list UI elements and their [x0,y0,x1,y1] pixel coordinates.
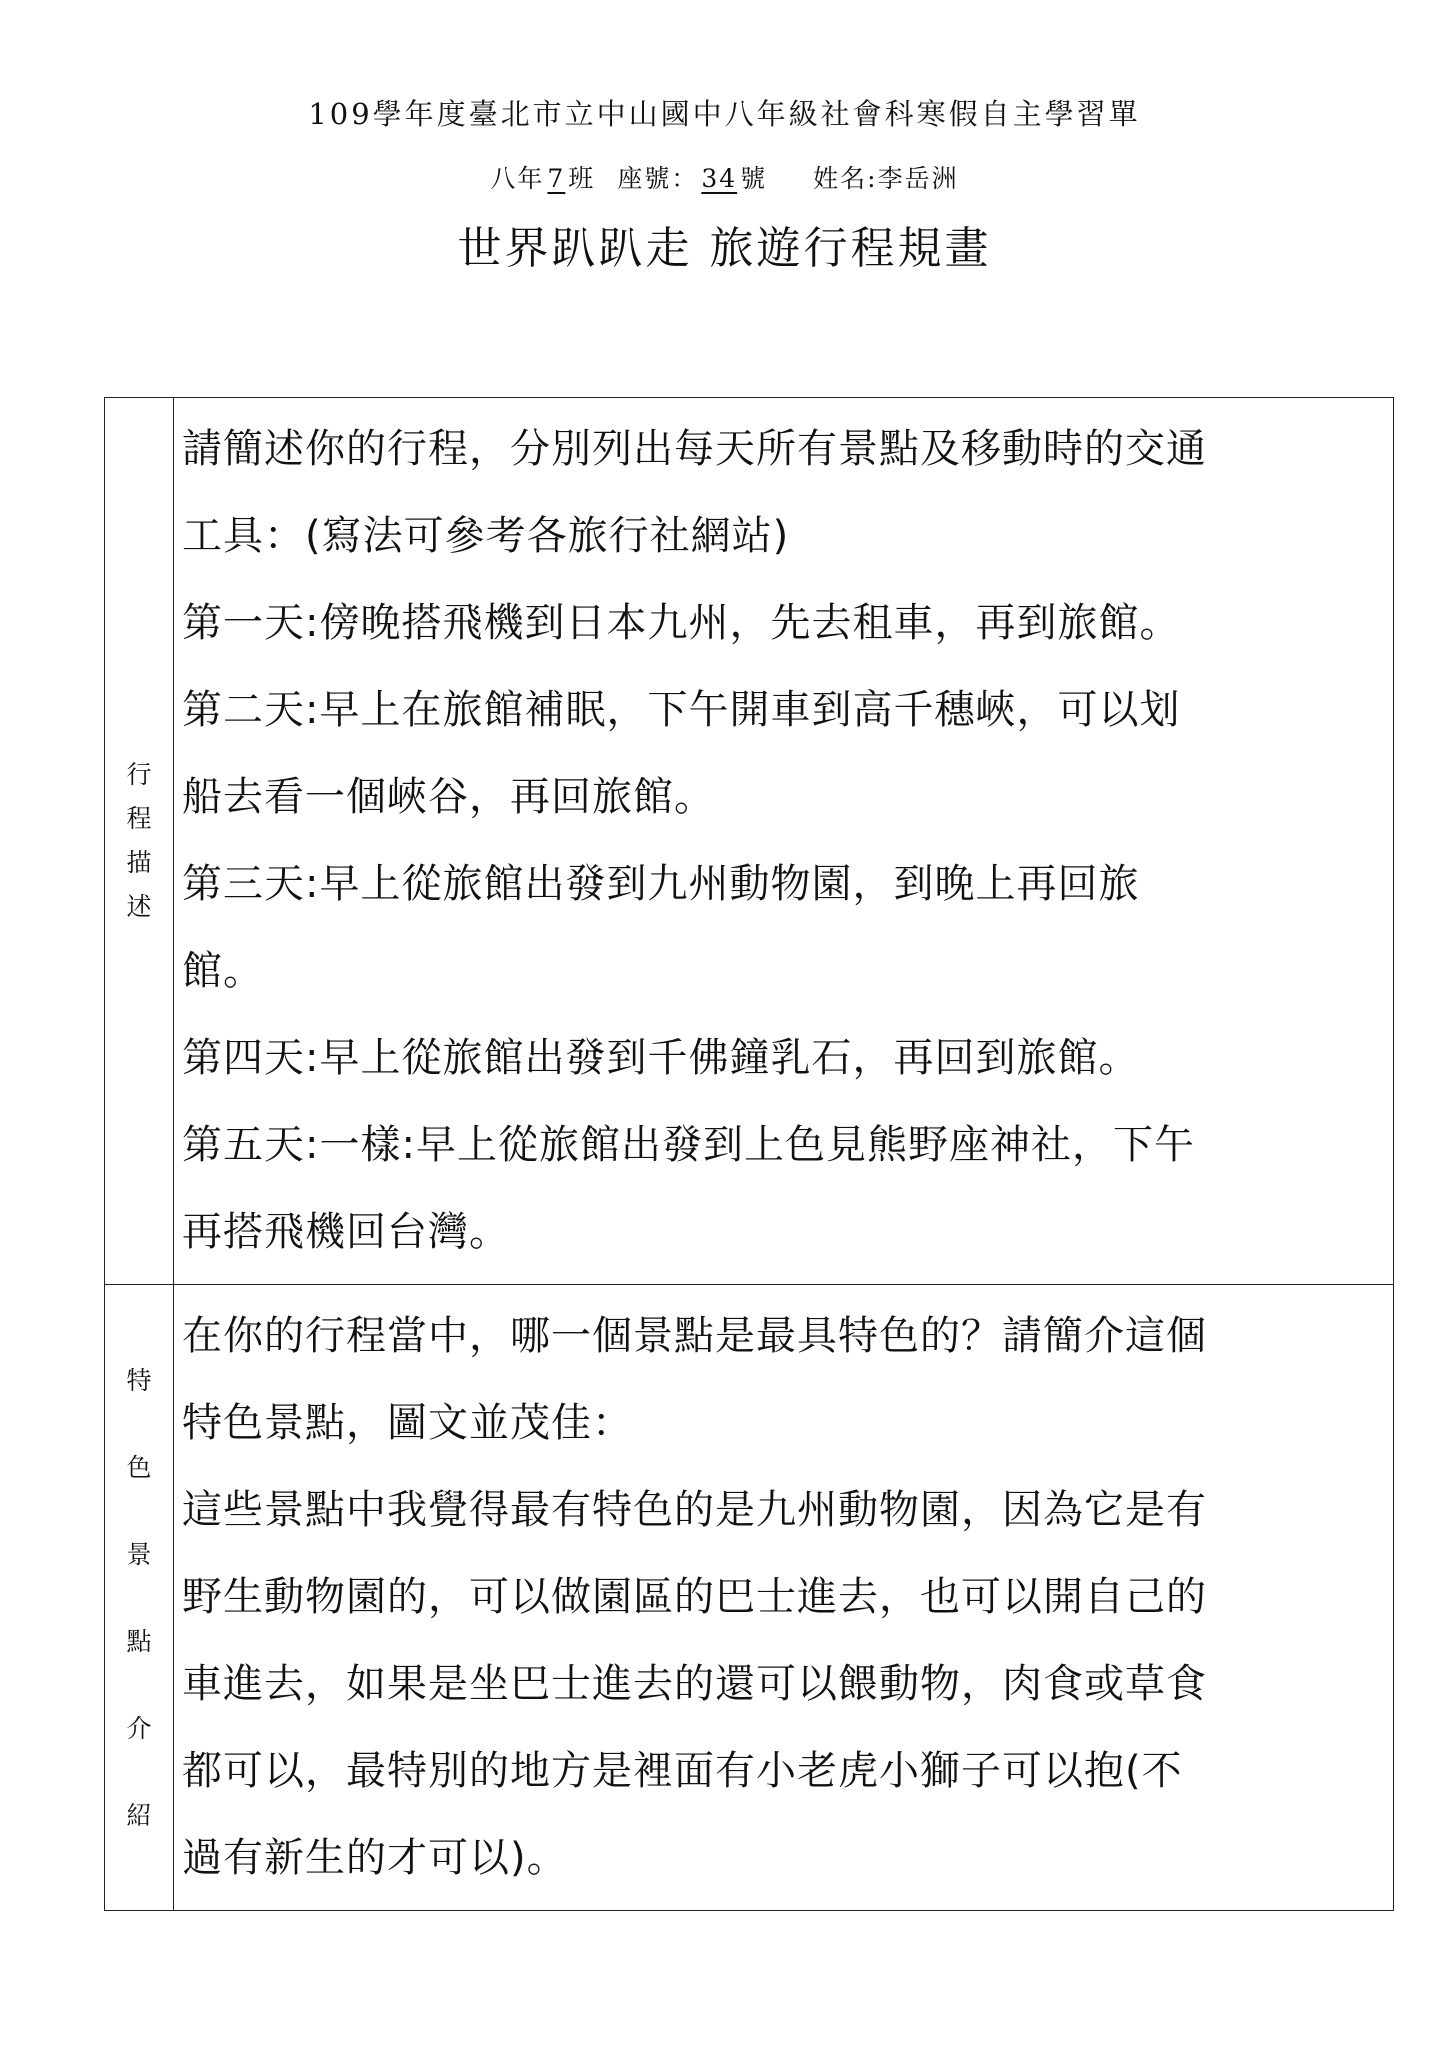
itinerary-label-cell [105,398,174,1285]
school-header-line: 109學年度臺北市立中山國中八年級社會科寒假自主學習單 [308,97,1141,131]
content-line: 船去看一個峽谷，再回旅館。 [182,774,715,820]
content-line: 第五天:一樣:早上從旅館出發到上色見熊野座神社，下午 [182,1122,1195,1168]
content-line: 第三天:早上從旅館出發到九州動物園，到晚上再回旅 [182,861,1140,907]
seat-number: 34 [701,164,738,193]
student-info-line [0,159,1449,195]
itinerary-row [105,398,1394,1285]
seat-suffix: 號 [740,164,768,193]
content-line: 第二天:早上在旅館補眠，下午開車到高千穗峽，可以划 [182,687,1181,733]
content-line: 都可以，最特別的地方是裡面有小老虎小獅子可以抱(不 [182,1748,1183,1794]
content-line: 在你的行程當中，哪一個景點是最具特色的？請簡介這個 [182,1313,1207,1359]
content-line: 第四天:早上從旅館出發到千佛鐘乳石，再回到旅館。 [182,1035,1140,1081]
content-line: 請簡述你的行程，分別列出每天所有景點及移動時的交通 [182,426,1207,472]
feature-label-cell [105,1285,174,1911]
seat-label: 座號： [617,164,699,193]
feature-label: 特色景點介紹 [126,1365,152,1830]
content-line: 野生動物園的，可以做園區的巴士進去，也可以開自己的 [182,1574,1207,1620]
feature-row [105,1285,1394,1911]
worksheet-table [104,397,1394,1911]
content-line: 特色景點，圖文並茂佳： [182,1400,633,1446]
content-line: 過有新生的才可以)。 [182,1835,568,1881]
class-suffix: 班 [568,164,596,193]
class-number: 7 [547,164,566,193]
student-name: 李岳洲 [877,164,959,193]
grade-prefix: 八年 [490,164,545,193]
page-title: 世界趴趴走 旅遊行程規畫 [457,223,992,274]
content-line: 工具：(寫法可參考各旅行社網站) [182,513,790,559]
itinerary-content [174,398,1394,1285]
content-line: 這些景點中我覺得最有特色的是九州動物園，因為它是有 [182,1487,1207,1533]
name-label: 姓名: [813,164,878,193]
content-line: 再搭飛機回台灣。 [182,1209,510,1255]
feature-content [174,1285,1394,1911]
itinerary-label: 行程描述 [126,760,152,921]
content-line: 車進去，如果是坐巴士進去的還可以餵動物，肉食或草食 [182,1661,1207,1707]
content-line: 館。 [182,948,264,994]
content-line: 第一天:傍晚搭飛機到日本九州，先去租車，再到旅館。 [182,600,1181,646]
